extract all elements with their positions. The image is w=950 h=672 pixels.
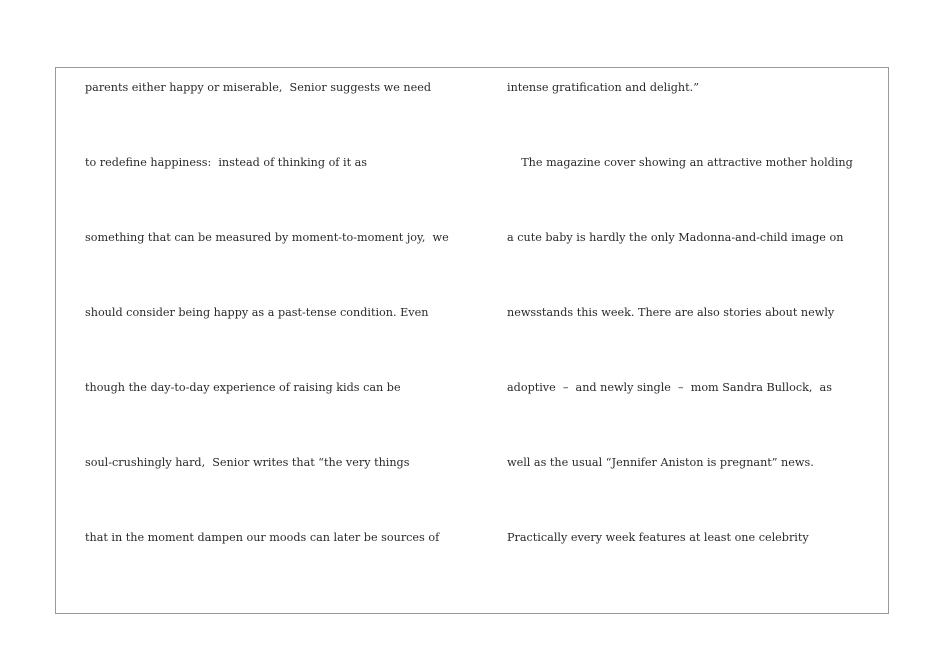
text-line: though the day-to-day experience of raising kids can be [85,381,401,394]
text-line: that in the moment dampen our moods can later be sources of [85,531,440,544]
text-line: something that can be measured by moment-to-moment joy, we [85,231,449,244]
text-line: The magazine cover showing an attractive mother holding [507,156,853,169]
text-line: parents either happy or miserable, Senior suggests we need [85,81,432,94]
text-line: soul-crushingly hard, Senior writes that “the very things [85,456,410,469]
text-line: should consider being happy as a past-tense condition. Even [85,306,429,319]
text-line: newsstands this week. There are also stories about newly [507,306,835,319]
text-line: intense gratification and delight.” [507,81,699,94]
text-line: adoptive – and newly single – mom Sandra Bullock, as [507,381,832,394]
text-line: Practically every week features at least one celebrity [507,531,809,544]
text-line: a cute baby is hardly the only Madonna-and-child image on [507,231,844,244]
text-line: well as the usual “Jennifer Aniston is pregnant” news. [507,456,814,469]
text-line: to redefine happiness: instead of thinking of it as [85,156,368,169]
page-frame [55,67,889,614]
